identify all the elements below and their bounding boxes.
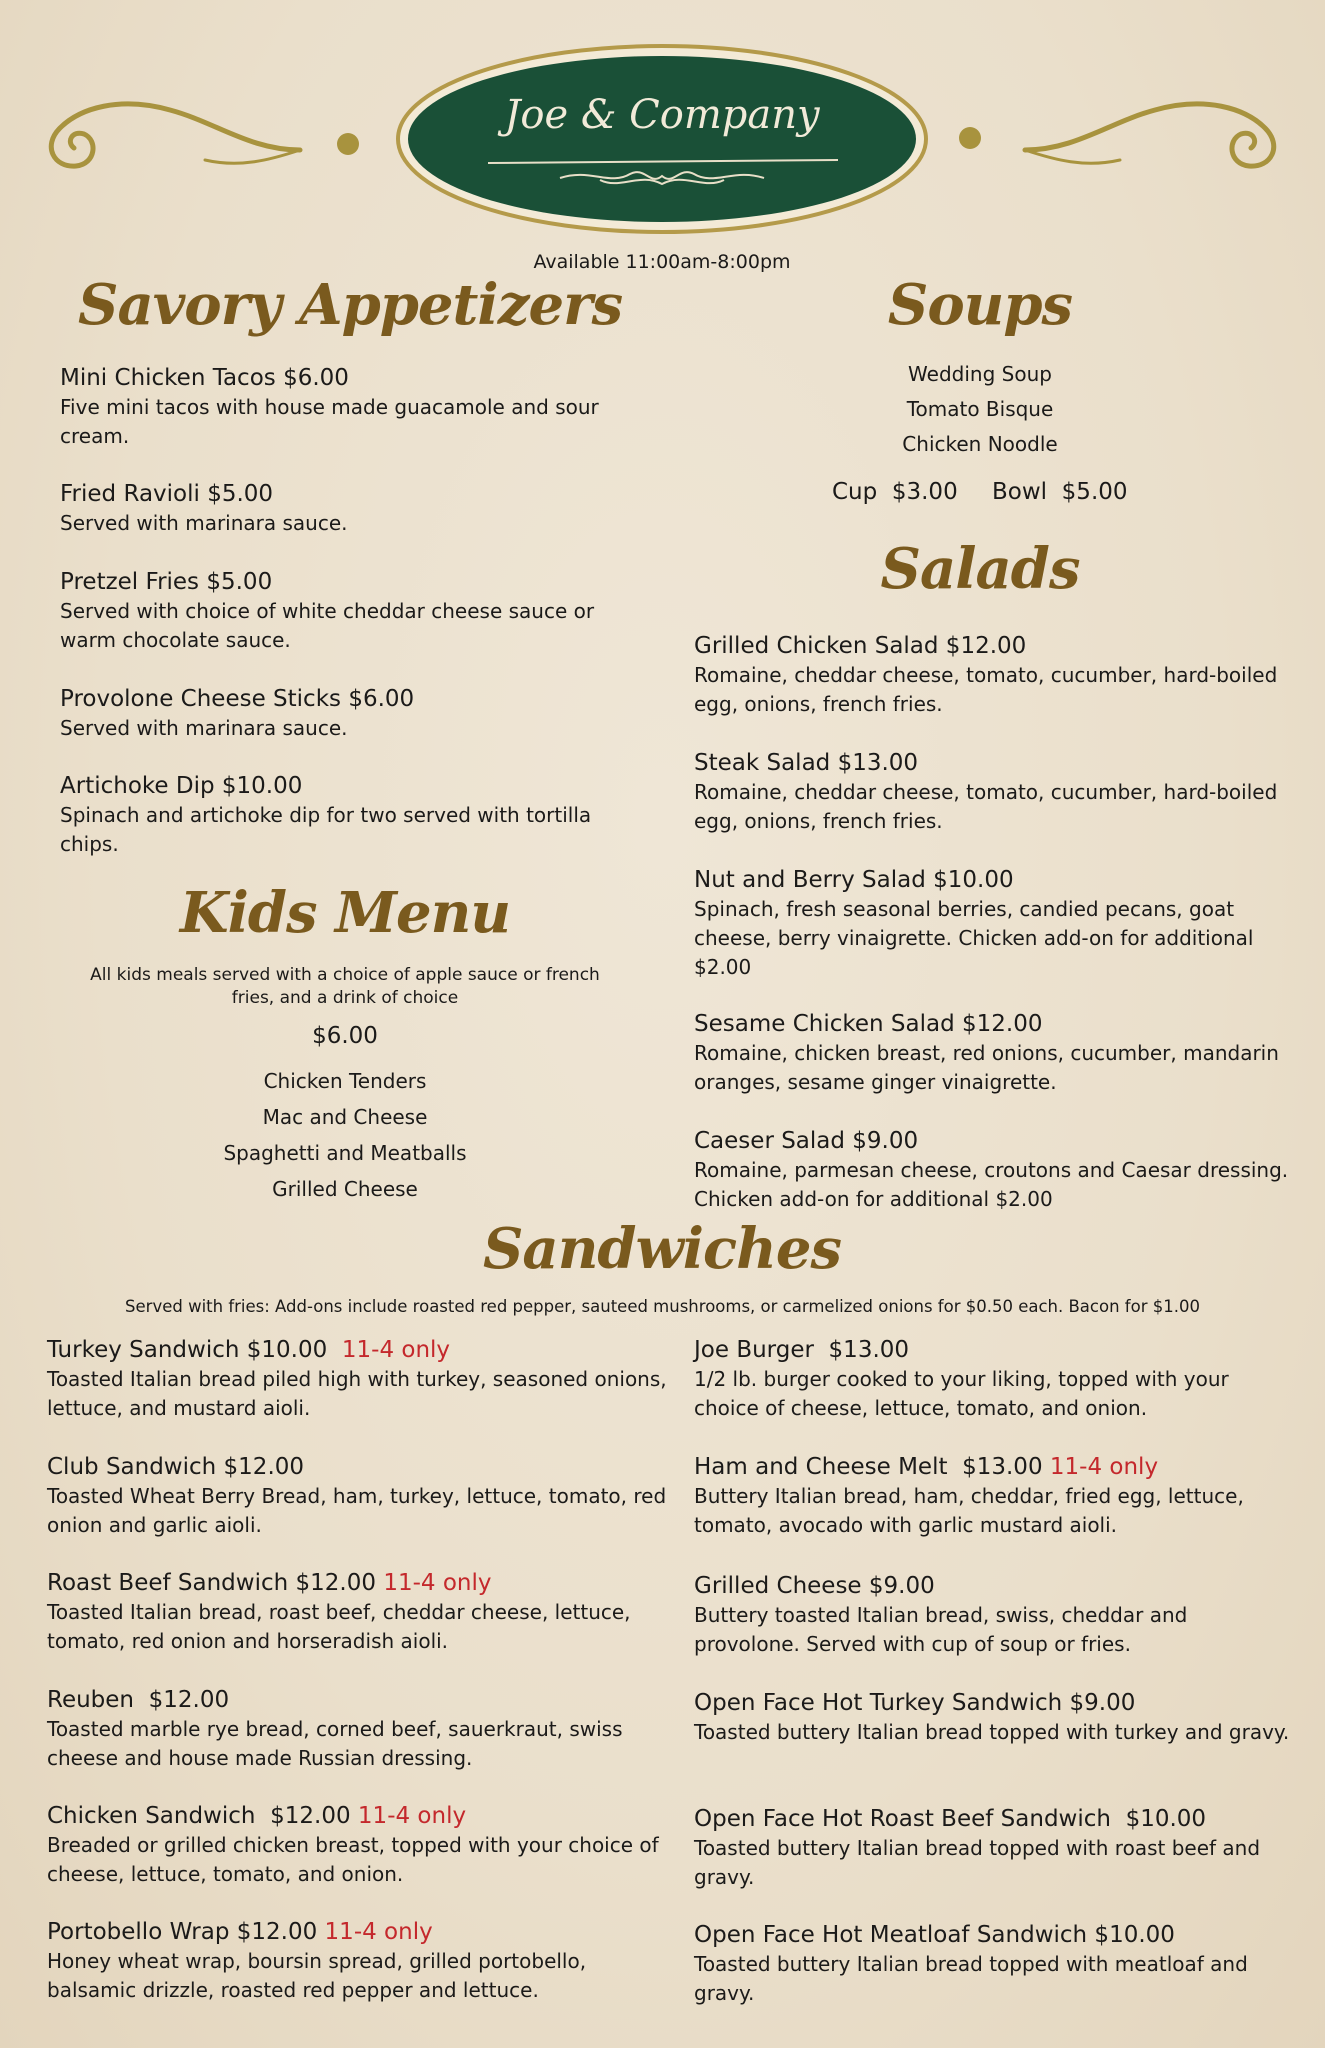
sandwich-desc: Toasted buttery Italian bread topped with turkey and gravy.: [694, 1720, 1290, 1744]
kids-note: All kids meals served with a choice of apple sauce or french fries, and a drink of choice: [90, 965, 600, 1008]
sandwich-item: [47, 1802, 667, 1889]
logo-oval: [408, 56, 916, 222]
appetizer-item: [60, 480, 650, 538]
appetizer-desc: Served with marinara sauce.: [60, 511, 348, 535]
salad-name: Nut and Berry Salad $10.00: [694, 867, 1014, 893]
soup-item: Tomato Bisque: [906, 397, 1054, 421]
sandwich-name: Open Face Hot Roast Beef Sandwich $10.00: [694, 1806, 1207, 1832]
sandwich-desc: Breaded or grilled chicken breast, topped with your choice of cheese, lettuce, tomato, and onion.: [47, 1833, 659, 1886]
salad-item: [694, 866, 1294, 982]
appetizer-desc: Spinach and artichoke dip for two served with tortilla chips.: [60, 803, 592, 856]
sandwich-name: Portobello Wrap $12.00: [47, 1919, 318, 1945]
sandwich-item: [47, 1336, 667, 1423]
appetizer-desc: Served with marinara sauce.: [60, 716, 348, 740]
soup-cup-price: Cup $3.00: [832, 479, 958, 505]
sandwiches-heading: Sandwiches: [482, 1216, 842, 1282]
sandwich-desc: Toasted Wheat Berry Bread, ham, turkey, lettuce, tomato, red onion and garlic aioli.: [47, 1484, 667, 1537]
salad-name: Caeser Salad $9.00: [694, 1128, 919, 1154]
sandwich-item: [47, 1918, 667, 2005]
sandwich-desc: Toasted Italian bread, roast beef, cheddar cheese, lettuce, tomato, red onion and horseradish aioli.: [47, 1600, 631, 1653]
salad-item: [694, 1127, 1294, 1214]
soups-heading: Soups: [887, 272, 1073, 338]
appetizers-heading: Savory Appetizers: [78, 272, 623, 338]
time-restriction-tag: 11-4 only: [324, 1919, 433, 1945]
sandwich-item: [694, 1453, 1294, 1540]
right-flourish-icon: [1025, 104, 1274, 166]
sandwich-item: [694, 1572, 1294, 1659]
sandwich-item: [47, 1569, 667, 1656]
right-dot-icon: [959, 127, 981, 149]
sandwich-name: Turkey Sandwich $10.00: [47, 1337, 328, 1363]
sandwich-desc: 1/2 lb. burger cooked to your liking, topped with your choice of cheese, lettuce, tomato, and onion.: [694, 1367, 1229, 1420]
soup-item: Chicken Noodle: [902, 432, 1058, 456]
sandwich-desc: Buttery Italian bread, ham, cheddar, fried egg, lettuce, tomato, avocado with garlic mustard aioli.: [694, 1484, 1244, 1537]
sandwich-desc: Toasted Italian bread piled high with turkey, seasoned onions, lettuce, and mustard aioli.: [47, 1367, 667, 1420]
time-restriction-tag: 11-4 only: [341, 1337, 451, 1363]
sandwich-desc: Buttery toasted Italian bread, swiss, cheddar and provolone. Served with cup of soup or fries.: [694, 1603, 1188, 1656]
appetizer-desc: Served with choice of white cheddar cheese sauce or warm chocolate sauce.: [60, 599, 595, 652]
sandwich-name: Joe Burger $13.00: [694, 1337, 910, 1363]
sandwich-name: Open Face Hot Meatloaf Sandwich $10.00: [694, 1922, 1175, 1948]
sandwich-desc: Toasted buttery Italian bread topped with meatloaf and gravy.: [694, 1952, 1248, 2005]
sandwich-item: [694, 1336, 1294, 1423]
salad-desc: Spinach, fresh seasonal berries, candied pecans, goat cheese, berry vinaigrette. Chicken add-on for additional $2.00: [694, 897, 1254, 979]
appetizer-item: [60, 364, 650, 451]
sandwich-item: [694, 1921, 1294, 2008]
soup-item: Wedding Soup: [908, 362, 1052, 386]
appetizer-name: Provolone Cheese Sticks $6.00: [60, 686, 415, 712]
sandwich-name: Roast Beef Sandwich $12.00: [47, 1570, 376, 1596]
sandwich-item: [47, 1453, 667, 1540]
sandwiches-note: Served with fries: Add-ons include roasted red pepper, sauteed mushrooms, or carmelized onions for $0.50 each. Bacon for $1.00: [125, 1297, 1200, 1316]
appetizer-name: Pretzel Fries $5.00: [60, 569, 273, 595]
salad-desc: Romaine, cheddar cheese, tomato, cucumber, hard-boiled egg, onions, french fries.: [694, 663, 1278, 716]
salad-desc: Romaine, chicken breast, red onions, cucumber, mandarin oranges, sesame ginger vinaigrette.: [694, 1041, 1279, 1094]
hours-text: Available 11:00am-8:00pm: [533, 251, 791, 273]
time-restriction-tag: 11-4 only: [357, 1803, 467, 1829]
kids-item: Chicken Tenders: [263, 1069, 427, 1093]
kids-heading: Kids Menu: [179, 880, 511, 946]
salad-item: [694, 749, 1294, 836]
sandwich-name: Open Face Hot Turkey Sandwich $9.00: [694, 1690, 1136, 1716]
appetizer-item: [60, 772, 650, 859]
sandwich-item: [694, 1689, 1294, 1747]
appetizer-name: Mini Chicken Tacos $6.00: [60, 365, 349, 391]
salad-desc: Romaine, cheddar cheese, tomato, cucumber, hard-boiled egg, onions, french fries.: [694, 780, 1278, 833]
sandwich-name: Club Sandwich $12.00: [47, 1454, 305, 1480]
sandwich-item: [47, 1686, 667, 1773]
appetizer-item: [60, 685, 650, 743]
appetizer-desc: Five mini tacos with house made guacamole and sour cream.: [60, 395, 599, 448]
appetizer-item: [60, 568, 650, 655]
salad-item: [694, 1010, 1294, 1097]
salad-item: [694, 632, 1294, 719]
time-restriction-tag: 11-4 only: [1049, 1454, 1159, 1480]
sandwich-desc: Honey wheat wrap, boursin spread, grilled portobello, balsamic drizzle, roasted red pepper and lettuce.: [47, 1949, 587, 2002]
salad-name: Sesame Chicken Salad $12.00: [694, 1011, 1043, 1037]
sandwich-name: Reuben $12.00: [47, 1687, 230, 1713]
sandwich-name: Grilled Cheese $9.00: [694, 1573, 935, 1599]
left-flourish-icon: [51, 104, 300, 166]
sandwich-name: Chicken Sandwich $12.00: [47, 1803, 351, 1829]
time-restriction-tag: 11-4 only: [383, 1570, 492, 1596]
kids-item: Mac and Cheese: [262, 1105, 428, 1129]
sandwich-name: Ham and Cheese Melt $13.00: [694, 1454, 1043, 1480]
appetizer-name: Artichoke Dip $10.00: [60, 773, 303, 799]
brand-name: Joe & Company: [504, 92, 820, 138]
sandwich-item: [694, 1805, 1294, 1892]
kids-item: Spaghetti and Meatballs: [223, 1141, 467, 1165]
soup-bowl-price: Bowl $5.00: [992, 479, 1128, 505]
salad-desc: Romaine, parmesan cheese, croutons and Caesar dressing. Chicken add-on for additional $2.00: [694, 1158, 1289, 1211]
salad-name: Grilled Chicken Salad $12.00: [694, 633, 1027, 659]
sandwich-desc: Toasted buttery Italian bread topped with roast beef and gravy.: [694, 1836, 1261, 1889]
salad-name: Steak Salad $13.00: [694, 750, 919, 776]
sandwich-desc: Toasted marble rye bread, corned beef, sauerkraut, swiss cheese and house made Russian dressing.: [47, 1717, 623, 1770]
left-dot-icon: [337, 133, 359, 155]
kids-item: Grilled Cheese: [272, 1177, 418, 1201]
salads-heading: Salads: [880, 536, 1080, 602]
kids-price: $6.00: [312, 1023, 378, 1049]
appetizer-name: Fried Ravioli $5.00: [60, 481, 274, 507]
